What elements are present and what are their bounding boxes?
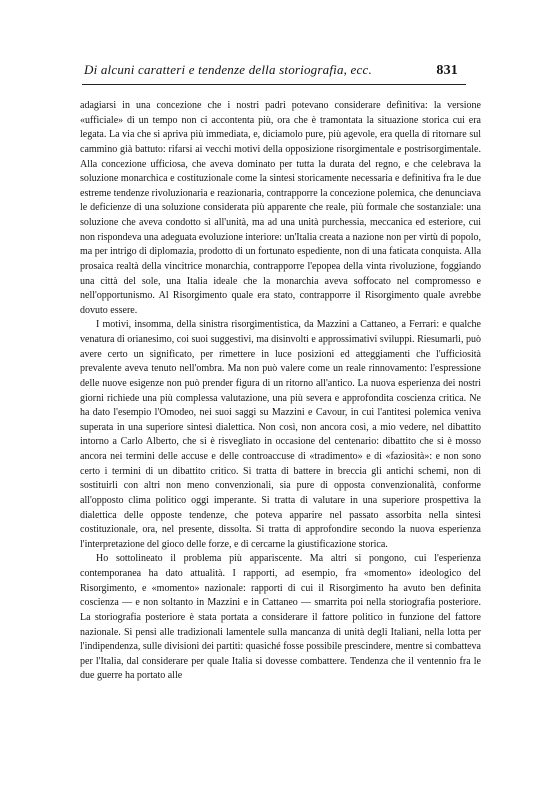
body-text (80, 99, 481, 684)
paragraph: I motivi, insomma, della sinistra risorgimentistica, da Mazzini a Cattaneo, a Ferrari: e qualche venatura di orianesimo, coi suoi suggestivi, ma disinvolti e approssimativi sviluppi. Riesumarli, può avere certo un significato, per rimettere in luce posizioni ed atteggiamenti che l'ufficiosità prevalente aveva tenuto nell'ombra. Ma non può valere come un reale rinnovamento: l'espressione delle nuove esigenze non può prender figura di un ritorno all'antico. La nuova esperienza dei nostri giorni richiede una più complessa valutazione, una più severa e approfondita coscienza critica. Ne ha dato l'esempio l'Omodeo, nei suoi saggi su Mazzini e Cavour, in cui l'antitesi polemica veniva superata in una superiore sintesi dialettica. Non così, non ancora così, a mio vedere, nel dibattito intorno a Carlo Alberto, che si è risvegliato in occasione del centenario: dibattito che si è mosso ancora nei termini delle accuse e delle controaccuse di «tradimento» e di «faziosità»: e non sono certo i termini di un dibattito critico. Si tratta di battere in breccia gli antichi schemi, non di sostituirli con altri non meno convenzionali, sia pure di opposta convenzionalità, conforme all'opposto clima politico oggi imperante. Si tratta di valutare in una superiore prospettiva la dialettica delle opposte tendenze, che poteva apparire nel passato assorbita nella sintesi costituzionale, ora, nel presente, dissolta. Si tratta di approfondire secondo la nuova esperienza l'interpretazione del gioco delle forze, e di cercarne la giustificazione storica. (80, 319, 481, 550)
paragraph: adagiarsi in una concezione che i nostri padri potevano considerare definitiva: la versione «ufficiale» di un tempo non ci accontenta più, ora che è tramontata la situazione storica cui era legata. La via che si apriva più immediata, e, diciamolo pure, più agevole, era quella di ritornare sul cammino già battuto: rifarsi ai vecchi motivi della opposizione risorgimentale e postrisorgimentale. Alla concezione ufficiosa, che aveva dominato per tutta la durata del regno, e che celebrava la soluzione monarchica e costituzionale come la sintesi storicamente necessaria e definitiva fra le due estreme tendenze rivoluzionaria e reazionaria, contrapporre la concezione polemica, che denunciava le deficienze di una soluzione considerata più apparente che reale, più formale che sostanziale: una soluzione che aveva condotto sì all'unità, ma ad una unità purchessia, meccanica ed esteriore, cui non rispondeva una adeguata evoluzione interiore: un'Italia creata a nazione non per virtù di popolo, ma per intrigo di diplomazia, prodotto di un fortunato espediente, non di una faticata conquista. Alla prosaica realtà della vincitrice monarchia, contrapporre l'epopea della vinta rivoluzione, foggiando una città del sole, una Italia ideale che la monarchia aveva soffocato nel compromesso e nell'opportunismo. Al Risorgimento quale era stato, contrapporre il Risorgimento quale avrebbe dovuto essere. (80, 100, 482, 316)
paragraph: Ho sottolineato il problema più appariscente. Ma altri si pongono, cui l'esperienza contemporanea ha dato attualità. I rapporti, ad esempio, fra «momento» ideologico del Risorgimento, e «momento» nazionale: rapporti di cui il Risorgimento ha avuto ben definita coscienza — e non soltanto in Mazzini e in Cattaneo — smarrita poi nella storiografia posteriore. La storiografia posteriore è stata portata a considerare il fattore politico in funzione del fattore nazionale. Si pensi alle tradizionali lamentele sulla mancanza di unità degli Italiani, nella lotta per l'indipendenza, sulle divisioni dei partiti: quasiché fosse possibile prescindere, mentre si combatteva per l'Italia, dal considerare per quale Italia si dovesse combattere. Tendenza che il ventennio fra le due guerre ha portato alle (80, 553, 481, 682)
header-rule (82, 84, 466, 85)
page-number: 831 (436, 63, 458, 78)
running-title: Di alcuni caratteri e tendenze della storiografia, ecc. (84, 62, 372, 77)
running-header (84, 62, 458, 79)
